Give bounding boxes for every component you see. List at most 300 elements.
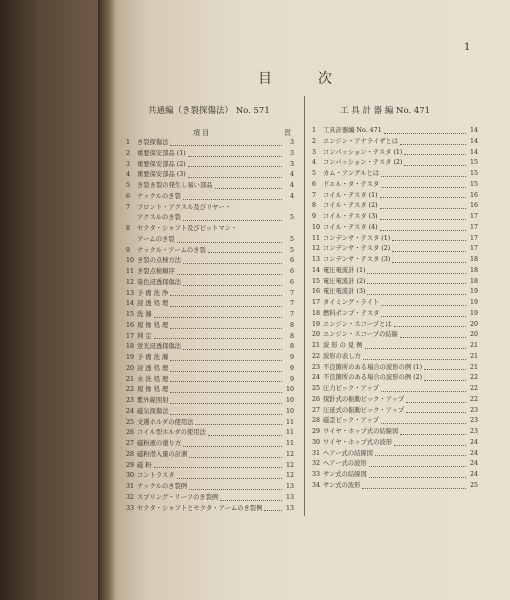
toc-entry-title: き裂探傷法 [137,139,169,146]
toc-entry-page: 13 [285,504,294,512]
toc-entry [126,471,294,482]
column-page-label: 頁 [284,129,291,137]
toc-entry-title: 重要保安部品 (2) [137,160,186,168]
toc-entry-number: 10 [126,257,135,265]
toc-entry-number: 26 [126,429,135,437]
toc-entry [312,395,478,406]
toc-entry-page: 14 [469,127,478,134]
toc-entry [312,373,478,384]
right-toc-list [312,126,478,492]
toc-entry [126,428,294,439]
toc-entry [126,203,294,214]
toc-entry-page [284,224,294,235]
toc-leader-dots [381,309,466,317]
toc-entry-page: 14 [469,148,478,156]
toc-leader-dots [189,450,282,458]
toc-entry-number: 7 [126,203,131,211]
toc-entry-page: 17 [469,213,478,220]
toc-entry-title: コンデンサ・テスタ (2) [323,245,391,253]
toc-entry-title: コンデンサ・テスタ (1) [323,234,391,242]
toc-leader-dots [380,191,466,199]
page-title-char-1: 目 [258,71,274,87]
toc-entry-number: 15 [126,311,135,318]
toc-entry-number: 6 [126,192,131,200]
toc-entry-number: 33 [312,471,321,478]
toc-entry [312,341,478,352]
toc-entry-number: 21 [126,375,135,383]
toc-leader-dots [154,332,282,340]
toc-entry-page: 11 [285,429,294,437]
toc-entry-number: 3 [126,160,131,168]
toc-entry [312,363,478,374]
toc-entry [312,191,478,202]
toc-leader-dots [183,256,282,264]
toc-entry-number: 26 [312,395,321,403]
left-section-heading: 共通編（き裂探傷法） No. 571 [148,106,270,116]
toc-entry-page: 7 [289,300,294,308]
toc-entry-page: 8 [289,321,294,329]
toc-leader-dots [392,255,466,263]
toc-leader-dots [177,267,282,275]
toc-entry-number: 23 [126,397,135,404]
toc-leader-dots [208,428,282,436]
toc-entry [126,310,294,321]
toc-leader-dots [384,126,466,134]
toc-entry-number: 28 [312,417,321,425]
toc-entry-number: 32 [312,460,321,468]
toc-entry-title: エンジン・スコープとは [323,320,392,328]
toc-leader-dots [369,459,466,467]
toc-entry-page: 6 [289,278,294,286]
toc-entry-page: 4 [289,171,294,179]
toc-entry [312,427,478,438]
toc-leader-dots [170,396,282,404]
toc-entry-title: き裂点検順序 [137,268,175,275]
toc-entry-title: 予 備 洗 浄 [137,289,169,297]
toc-entry [126,299,294,310]
toc-entry-number: 33 [126,504,135,512]
toc-entry-title: ナックル・アームのき裂 [137,246,206,254]
toc-entry [126,213,294,224]
toc-leader-dots [154,310,282,318]
toc-entry [312,438,478,449]
toc-entry-page: 4 [289,192,294,200]
toc-entry-number: 22 [312,352,321,360]
toc-entry-title: タイミング・ライト [323,299,380,306]
toc-entry-page: 5 [289,246,294,254]
toc-entry-title: フロント・アクスル及びリヤー・ [137,203,232,211]
toc-entry-number: 24 [312,374,321,382]
toc-entry [126,396,294,407]
toc-leader-dots [406,406,466,414]
toc-leader-dots [170,299,282,307]
toc-leader-dots [406,395,466,403]
toc-entry [312,384,478,395]
toc-leader-dots [183,278,282,286]
toc-entry-title: アームのき裂 [137,235,175,243]
toc-entry [312,320,478,331]
toc-entry [126,138,294,149]
toc-entry-page: 13 [285,493,294,501]
toc-entry-title: ヘアー式の波形 [323,460,367,468]
right-section-heading: 工 具 計 器 編 No. 471 [340,106,431,116]
toc-entry [312,459,478,470]
toc-entry-number: 15 [312,277,321,285]
toc-entry-page: 5 [289,214,294,222]
toc-entry-number: 27 [312,406,321,414]
toc-entry-title: 電圧電流計 (3) [323,288,366,296]
toc-entry-number: 9 [312,213,317,220]
toc-leader-dots [392,234,466,242]
toc-entry [126,375,294,386]
toc-entry-title: 浸 透 処 理 [137,364,169,372]
toc-entry [312,330,478,341]
toc-entry-title: コンパッション・テスタ (2) [323,159,403,167]
toc-leader-dots [380,212,466,220]
toc-entry-page: 12 [285,461,294,469]
toc-leader-dots [381,298,466,306]
toc-entry-page: 24 [469,471,478,478]
toc-entry-number: 32 [126,493,135,501]
toc-entry-title: セクタ・シャフトとセクタ・アームのき裂例 [137,504,263,512]
toc-leader-dots [170,353,282,361]
toc-entry [126,278,294,289]
toc-leader-dots [381,180,466,188]
toc-entry-page: 12 [285,450,294,458]
toc-entry-number: 13 [126,289,135,297]
toc-entry [312,234,478,245]
toc-entry [312,352,478,363]
toc-entry-title: セクタ・シャフト及びピットマン・ [137,225,238,232]
toc-entry-number: 17 [126,332,135,340]
toc-entry [312,266,478,277]
toc-entry-page: 23 [469,406,478,414]
toc-entry [312,416,478,427]
toc-entry-number: 12 [126,278,135,286]
toc-entry-number: 25 [126,418,135,426]
toc-entry-title: 電圧電流計 (1) [323,266,366,274]
toc-entry-page: 19 [469,299,478,306]
toc-entry [126,461,294,472]
toc-leader-dots [381,169,466,177]
toc-leader-dots [170,385,282,393]
toc-entry-page: 15 [469,159,478,167]
toc-leader-dots [424,373,466,381]
toc-entry-title: 文選ホルダの使用法 [137,418,194,426]
toc-entry-title: ドエル・タ・テスタ [323,180,380,188]
toc-entry-page: 15 [469,170,478,177]
toc-entry-page: 3 [289,149,294,157]
toc-entry-title: 重要保安部品 (1) [137,149,186,157]
toc-leader-dots [363,352,466,360]
toc-entry-page: 8 [289,343,294,351]
toc-entry [126,385,294,396]
toc-entry-title: 磁粉液の塗り方 [137,440,182,447]
toc-entry-title: サン式の結線図 [323,471,367,478]
toc-leader-dots [381,384,466,392]
toc-entry-number: 1 [312,127,317,134]
toc-entry-title: 水 洗 処 理 [137,375,169,383]
toc-entry-page: 15 [469,180,478,188]
toc-leader-dots [154,461,282,469]
toc-leader-dots [189,482,282,490]
toc-entry-page: 25 [469,481,478,489]
toc-entry-title: 蛍光浸透探傷法 [137,343,182,351]
toc-entry-page: 21 [469,342,478,349]
toc-entry-number: 18 [126,343,135,351]
toc-entry [126,267,294,278]
toc-entry [126,342,294,353]
toc-leader-dots [392,244,466,252]
toc-entry-page: 19 [469,309,478,317]
toc-leader-dots [188,170,282,178]
toc-leader-dots [400,137,466,145]
toc-entry-number: 3 [312,148,317,156]
toc-entry [312,137,478,148]
toc-entry-title: スプリング・リーフのき裂例 [137,493,219,501]
toc-leader-dots [183,213,282,221]
toc-entry-title: コンデンサ・テスタ (3) [323,256,391,263]
toc-entry-number: 1 [126,139,131,146]
toc-entry-number: 14 [126,300,135,308]
toc-entry-title: エンジン・スコープの結線 [323,331,398,339]
toc-entry-number: 29 [126,461,135,469]
toc-entry [126,149,294,160]
toc-entry-number: 23 [312,363,321,371]
toc-entry-page: 16 [469,191,478,199]
toc-entry-number: 20 [126,364,135,372]
toc-entry-page: 18 [469,266,478,274]
toc-entry-title: 染色浸透探傷法 [137,278,182,286]
toc-leader-dots [170,321,282,329]
left-toc-list [126,138,294,514]
toc-entry-page: 21 [469,352,478,360]
toc-entry-title: コイル・テスタ (3) [323,213,378,220]
toc-leader-dots [369,470,466,478]
toc-entry-number: 31 [312,449,321,457]
toc-entry-title: 重要保安部品 (3) [137,171,186,179]
toc-entry [126,181,294,192]
toc-leader-dots [170,375,282,383]
toc-leader-dots [170,289,282,297]
toc-leader-dots [183,439,282,447]
spine-shadow [98,0,116,600]
toc-entry-page: 22 [469,395,478,403]
toc-entry [126,246,294,257]
toc-entry-title: カム・アングルとは [323,170,380,177]
toc-entry-number: 5 [312,170,317,177]
toc-entry-number: 25 [312,385,321,392]
toc-entry [126,160,294,171]
toc-entry-number: 11 [312,234,321,242]
toc-entry [312,309,478,320]
toc-entry [312,255,478,266]
toc-entry-page: 20 [469,331,478,339]
toc-entry-title: コイル・テスタ (1) [323,191,378,199]
toc-entry-title: 現 像 処 理 [137,386,169,394]
toc-entry-number: 30 [126,472,135,480]
toc-entry-title: サン式の波形 [323,481,361,489]
toc-entry-title: 紫外線照射 [137,397,169,404]
toc-leader-dots [367,266,466,274]
toc-entry-page: 4 [289,182,294,189]
toc-entry-page: 7 [289,311,294,318]
toc-leader-dots [367,277,466,285]
toc-entry [126,353,294,364]
toc-entry-title: き裂き裂の発生し易い部品 [137,182,213,189]
toc-entry-title: 探針式の振動ピック・アップ [323,395,405,403]
toc-entry-page: 24 [469,438,478,446]
toc-entry [312,287,478,298]
toc-leader-dots [367,287,466,295]
toc-entry [126,332,294,343]
toc-entry [126,418,294,429]
toc-entry-page: 11 [285,418,294,426]
toc-entry-title: 磁気探傷法 [137,407,169,415]
toc-entry-number: 11 [126,268,135,275]
toc-leader-dots [375,449,466,457]
toc-entry [312,126,478,137]
toc-entry-title: 燃料ポンプ・テスタ [323,309,380,317]
toc-entry-page: 6 [289,257,294,265]
toc-entry-title: 洗 滌 [137,311,152,318]
toc-entry-page: 9 [289,364,294,372]
toc-entry [312,277,478,288]
toc-entry-number: 2 [126,149,131,157]
toc-entry-number: 17 [312,299,321,306]
toc-entry-number: 22 [126,386,135,394]
toc-entry-number: 7 [312,191,317,199]
toc-entry-title: 不良箇所のある場合の波形の例 (1) [323,363,423,371]
toc-entry-number: 19 [312,320,321,328]
toc-leader-dots [394,438,466,446]
toc-entry-title: ワイヤ・ホップ式の結線図 [323,428,399,435]
toc-entry [126,493,294,504]
toc-entry-title: 磁歪ピック・アップ [323,417,379,425]
toc-entry-number [126,235,137,246]
toc-entry [312,169,478,180]
toc-entry [126,170,294,181]
toc-leader-dots [170,138,282,146]
toc-entry [312,158,478,169]
toc-entry-title: エンジン・アナライザとは [323,137,399,145]
toc-entry-number: 30 [312,438,321,446]
toc-leader-dots [400,427,466,435]
toc-entry-page: 11 [285,440,294,447]
toc-entry [126,450,294,461]
toc-entry-title: 工具計器編 No. 471 [323,127,382,134]
toc-entry-title: コイル・テスタ (4) [323,223,378,231]
toc-entry-title: ワイヤ・ホップ式の波形 [323,438,393,446]
toc-entry [126,482,294,493]
toc-leader-dots [400,330,466,338]
toc-leader-dots [170,364,282,372]
toc-entry-number: 34 [312,481,321,489]
toc-leader-dots [208,246,282,254]
toc-entry-title: アクスルのき裂 [137,214,181,222]
toc-entry [312,180,478,191]
toc-leader-dots [220,493,282,501]
toc-entry [312,481,478,492]
toc-leader-dots [188,160,282,168]
toc-leader-dots [170,407,282,415]
toc-entry-page: 17 [469,245,478,253]
toc-entry [312,406,478,417]
toc-entry-page [284,203,294,214]
toc-entry-page: 20 [469,320,478,328]
toc-leader-dots [264,504,282,512]
toc-entry-page: 14 [469,137,478,145]
toc-entry-number: 16 [312,288,321,296]
toc-entry-page: 23 [469,417,478,425]
toc-leader-dots [381,416,466,424]
toc-leader-dots [188,149,282,157]
toc-entry-number: 13 [312,256,321,263]
toc-entry-number: 24 [126,407,135,415]
toc-entry-number: 20 [312,331,321,339]
toc-entry [126,289,294,300]
toc-entry-title: き裂の点検方法 [137,257,182,265]
toc-entry-number: 16 [126,321,135,329]
toc-entry-number: 28 [126,450,135,458]
book-binding [0,0,100,600]
toc-entry-page: 17 [469,234,478,242]
toc-entry-title: コイル型ホルダの使用法 [137,429,206,437]
toc-entry-title: 圧力ピック・アップ [323,385,379,392]
toc-entry [126,321,294,332]
toc-entry-page: 19 [469,288,478,296]
toc-entry-number: 6 [312,180,317,188]
toc-entry-number: 5 [126,182,131,189]
toc-entry [126,235,294,246]
toc-entry-number: 2 [312,137,317,145]
toc-entry [126,192,294,203]
toc-entry-title: 圧延式の振動ピック・アップ [323,406,405,414]
toc-entry-number: 29 [312,428,321,435]
toc-leader-dots [215,181,282,189]
toc-entry-title: コントラスタ [137,472,175,480]
column-divider [304,96,305,516]
toc-entry-title: 波 形 の 見 例 [323,342,363,349]
toc-entry [312,201,478,212]
toc-entry-page: 24 [469,449,478,457]
toc-leader-dots [394,320,466,328]
toc-entry [126,364,294,375]
toc-entry-page: 8 [289,332,294,340]
toc-entry-page: 3 [289,160,294,168]
toc-entry-number: 19 [126,354,135,361]
column-item-label: 項 目 [193,129,210,137]
toc-entry-number: 4 [312,159,317,167]
toc-entry [312,244,478,255]
toc-entry-number: 27 [126,440,135,447]
toc-entry-title: 浸 透 処 理 [137,300,169,308]
page-title-char-2: 次 [318,71,334,87]
toc-entry-number: 14 [312,266,321,274]
toc-entry-title: ヘアー式の結線図 [323,449,373,457]
toc-leader-dots [183,192,282,200]
toc-leader-dots [424,363,466,371]
toc-entry-number: 8 [312,202,317,210]
toc-entry-page: 18 [469,256,478,263]
toc-entry [312,449,478,460]
toc-entry [312,470,478,481]
toc-entry-page: 5 [289,235,294,243]
toc-entry [126,439,294,450]
toc-leader-dots [362,481,466,489]
toc-entry-page: 10 [285,386,294,394]
toc-entry [126,256,294,267]
